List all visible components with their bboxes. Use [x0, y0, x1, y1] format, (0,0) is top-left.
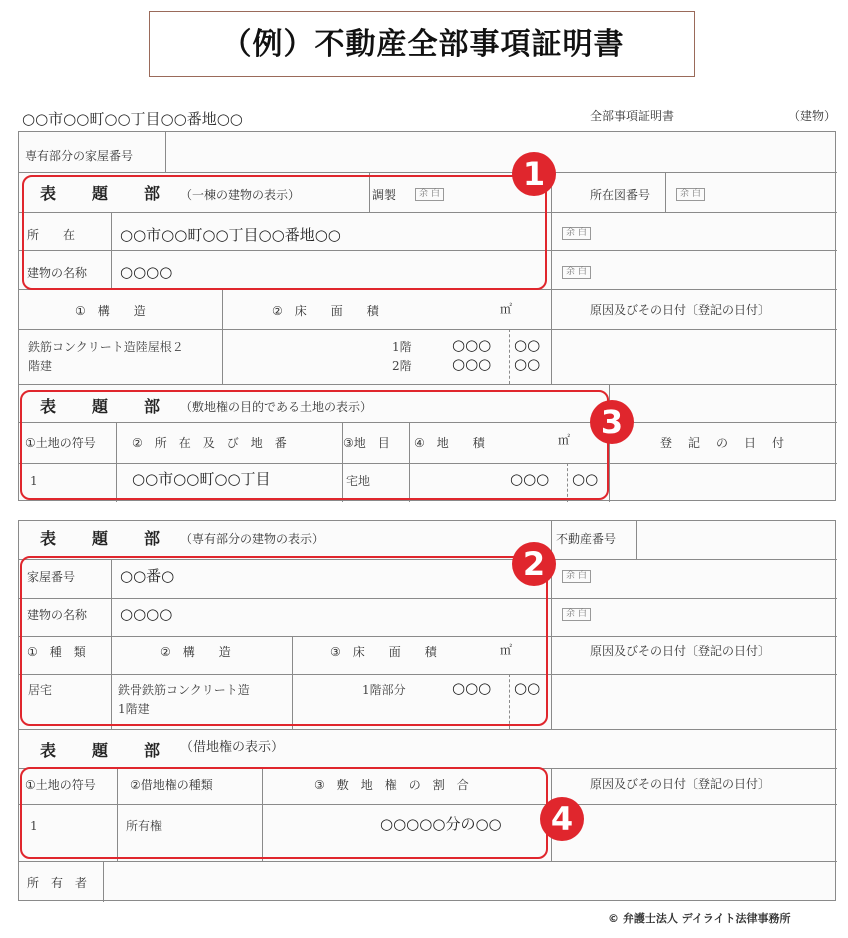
col-structure: ① 構 造	[75, 304, 146, 318]
badge-4: 4	[540, 797, 584, 841]
floor-1-int: ○○○	[452, 336, 492, 354]
building-name-label: 建物の名称	[27, 266, 88, 280]
structure-value-1: 鉄筋コンクリート造陸屋根２	[28, 340, 184, 354]
s4-row-ratio: ○○○○○分の○○	[380, 815, 502, 833]
stamp-4: 余 白	[562, 266, 591, 279]
stamp-2: 余 白	[676, 188, 705, 201]
unit-m2: ㎡	[500, 302, 513, 316]
s3-row-area-int: ○○○	[510, 470, 550, 488]
section3-heading-sub: （敷地権の目的である土地の表示）	[180, 400, 373, 414]
map-number-label: 所在図番号	[590, 188, 651, 202]
s4-col-cause: 原因及びその日付〔登記の日付〕	[590, 777, 771, 791]
floor-2-int: ○○○	[452, 355, 492, 373]
s2-building-name-value: ○○○○	[120, 605, 173, 623]
stamp-5: 余 白	[562, 570, 591, 583]
s3-col-land-number: ①土地の符号	[25, 436, 96, 450]
s3-row-category: 宅地	[346, 474, 371, 488]
s4-col-land-number: ①土地の符号	[25, 778, 96, 792]
s2-type-value: 居宅	[28, 683, 53, 697]
stamp-1: 余 白	[415, 188, 444, 201]
owner-label: 所 有 者	[27, 876, 88, 890]
building-name-value: ○○○○	[120, 263, 173, 281]
s2-floor-dec: ○○	[514, 679, 541, 697]
section2-heading: 表 題 部	[40, 529, 171, 548]
s2-col-type: ① 種 類	[27, 645, 86, 659]
section1-heading: 表 題 部	[40, 184, 171, 203]
col-cause: 原因及びその日付〔登記の日付〕	[590, 303, 771, 317]
page-title: （例）不動産全部事項証明書	[221, 27, 625, 62]
highlight-box-4	[20, 767, 548, 859]
s3-row-location: ○○市○○町○○丁目	[132, 470, 271, 488]
section2-heading-sub: （専有部分の建物の表示）	[180, 532, 325, 546]
section4-heading: 表 題 部	[40, 741, 171, 760]
s3-row-area-dec: ○○	[572, 470, 599, 488]
s3-col-location: ② 所 在 及 び 地 番	[132, 436, 287, 450]
highlight-box-3	[20, 390, 609, 500]
unit-number-label: 専有部分の家屋番号	[25, 149, 134, 163]
doc-type: （建物）	[788, 109, 837, 123]
location-value: ○○市○○町○○丁目○○番地○○	[120, 226, 341, 244]
s2-floor-int: ○○○	[452, 679, 492, 697]
s2-unit-m2: ㎡	[500, 643, 513, 657]
col-floor-area: ② 床 面 積	[272, 304, 379, 318]
structure-value-2: 階建	[28, 359, 53, 373]
title-box	[149, 11, 695, 77]
highlight-box-2	[20, 556, 548, 726]
section4-heading-sub: （借地権の表示）	[180, 740, 285, 755]
house-number-label: 家屋番号	[27, 570, 76, 584]
badge-3: 3	[590, 400, 634, 444]
s2-col-cause: 原因及びその日付〔登記の日付〕	[590, 644, 771, 658]
copyright: © 弁護士法人 デイライト法律事務所	[608, 912, 791, 925]
doc-label: 全部事項証明書	[590, 109, 675, 123]
stamp-6: 余 白	[562, 608, 591, 621]
badge-2: 2	[512, 542, 556, 586]
s3-col-area: ④ 地 積	[414, 436, 485, 450]
location-label: 所 在	[27, 228, 76, 242]
floor-1-dec: ○○	[514, 336, 541, 354]
highlight-box-1	[22, 175, 547, 290]
stamp-3: 余 白	[562, 227, 591, 240]
chosei-label: 調製	[372, 188, 397, 202]
section1-heading-sub: （一棟の建物の表示）	[180, 188, 301, 202]
floor-2-dec: ○○	[514, 355, 541, 373]
s2-structure-value-1: 鉄骨鉄筋コンクリート造	[118, 683, 250, 697]
s3-col-date: 登 記 の 日 付	[660, 436, 787, 450]
s3-unit-m2: ㎡	[558, 433, 571, 447]
s4-row-type: 所有権	[126, 819, 163, 833]
top-address: ○○市○○町○○丁目○○番地○○	[22, 110, 243, 128]
s3-col-category: ③地 目	[343, 436, 390, 450]
badge-1: 1	[512, 152, 556, 196]
s2-floor-label: 1階部分	[362, 683, 406, 697]
real-estate-number-label: 不動産番号	[556, 532, 617, 546]
floor-1-label: 1階	[392, 340, 412, 354]
section3-heading: 表 題 部	[40, 397, 171, 416]
s3-row-number: 1	[30, 474, 38, 488]
s2-structure-value-2: 1階建	[118, 702, 150, 716]
floor-2-label: 2階	[392, 359, 412, 373]
s4-row-number: 1	[30, 819, 38, 833]
s4-col-type: ②借地権の種類	[130, 778, 213, 792]
s4-col-ratio: ③ 敷 地 権 の 割 合	[314, 778, 469, 792]
s2-col-floor-area: ③ 床 面 積	[330, 645, 437, 659]
s2-col-structure: ② 構 造	[160, 645, 231, 659]
house-number-value: ○○番○	[120, 567, 175, 585]
s2-building-name-label: 建物の名称	[27, 608, 88, 622]
